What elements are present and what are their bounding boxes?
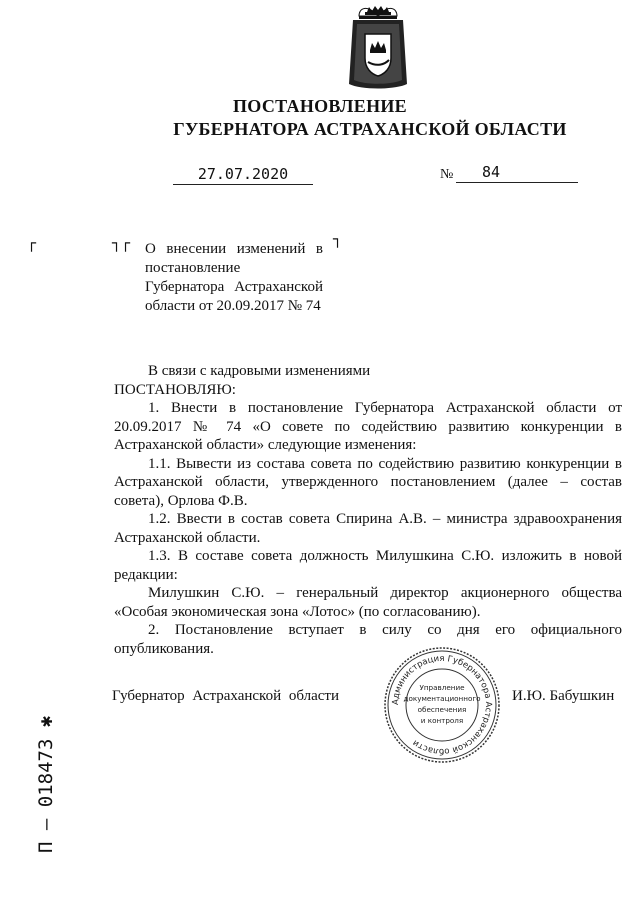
seal-center-line-4: и контроля	[420, 716, 464, 725]
intro-text: В связи с кадровыми изменениями	[148, 363, 371, 379]
signatory-name: И.Ю. Бабушкин	[512, 688, 615, 704]
number-label: №	[440, 167, 454, 182]
resolve-text: ПОСТАНОВЛЯЮ:	[114, 381, 236, 398]
paragraph-1-3: 1.3. В составе совета должность Милушкина С.Ю. изложить в новой редакции:	[114, 548, 622, 583]
paragraph-1: 1. Внести в постановление Губернатора Астраханской области от 20.09.2017 № 74 «О совете по содействию развитию конкуренции в Астраханской области» следующие изменения:	[114, 400, 622, 453]
paragraph-2: 2. Постановление вступает в силу со дня его официального опубликования.	[114, 622, 622, 657]
signatory-position: Губернатор Астраханской области	[112, 688, 340, 704]
corner-mark-top-left: ┐┌	[112, 234, 131, 252]
paragraph-1-2: 1.2. Ввести в состав совета Спирина А.В. – министра здравоохранения Астраханской области.	[114, 511, 622, 546]
serial-number-text: П – 018473 ✱	[35, 715, 57, 853]
corner-mark-left: ┌	[27, 234, 37, 252]
document-subject: О внесении изменений в постановление Губернатора Астраханской области от 20.09.2017 № 74	[145, 241, 323, 314]
document-date: 27.07.2020	[173, 165, 313, 185]
coat-of-arms-emblem	[345, 6, 411, 92]
document-type-title: ПОСТАНОВЛЕНИЕ	[233, 96, 407, 116]
issuer-title: ГУБЕРНАТОРА АСТРАХАНСКОЙ ОБЛАСТИ	[173, 119, 567, 139]
serial-number-stamp	[30, 695, 62, 855]
seal-center-line-1: Управление	[419, 683, 465, 692]
paragraph-1-3-text: Милушкин С.Ю. – генеральный директор акционерного общества «Особая экономическая зона «Лотос» (по согласованию).	[114, 585, 622, 620]
corner-mark-top-right: ┐	[333, 230, 343, 248]
paragraph-1-1: 1.1. Вывести из состава совета по содействию развитию конкуренции в Астраханской области, утвержденного постановлением (далее – состав совета), Орлова Ф.В.	[114, 455, 622, 509]
seal-center-line-3: обеспечения	[417, 705, 467, 714]
document-body	[114, 362, 622, 658]
seal-ring-text: Администрация Губернатора Астраханской области	[390, 653, 494, 757]
seal-center-line-2: документационного	[403, 694, 481, 703]
document-number: 84	[456, 163, 578, 183]
official-seal	[383, 646, 501, 764]
